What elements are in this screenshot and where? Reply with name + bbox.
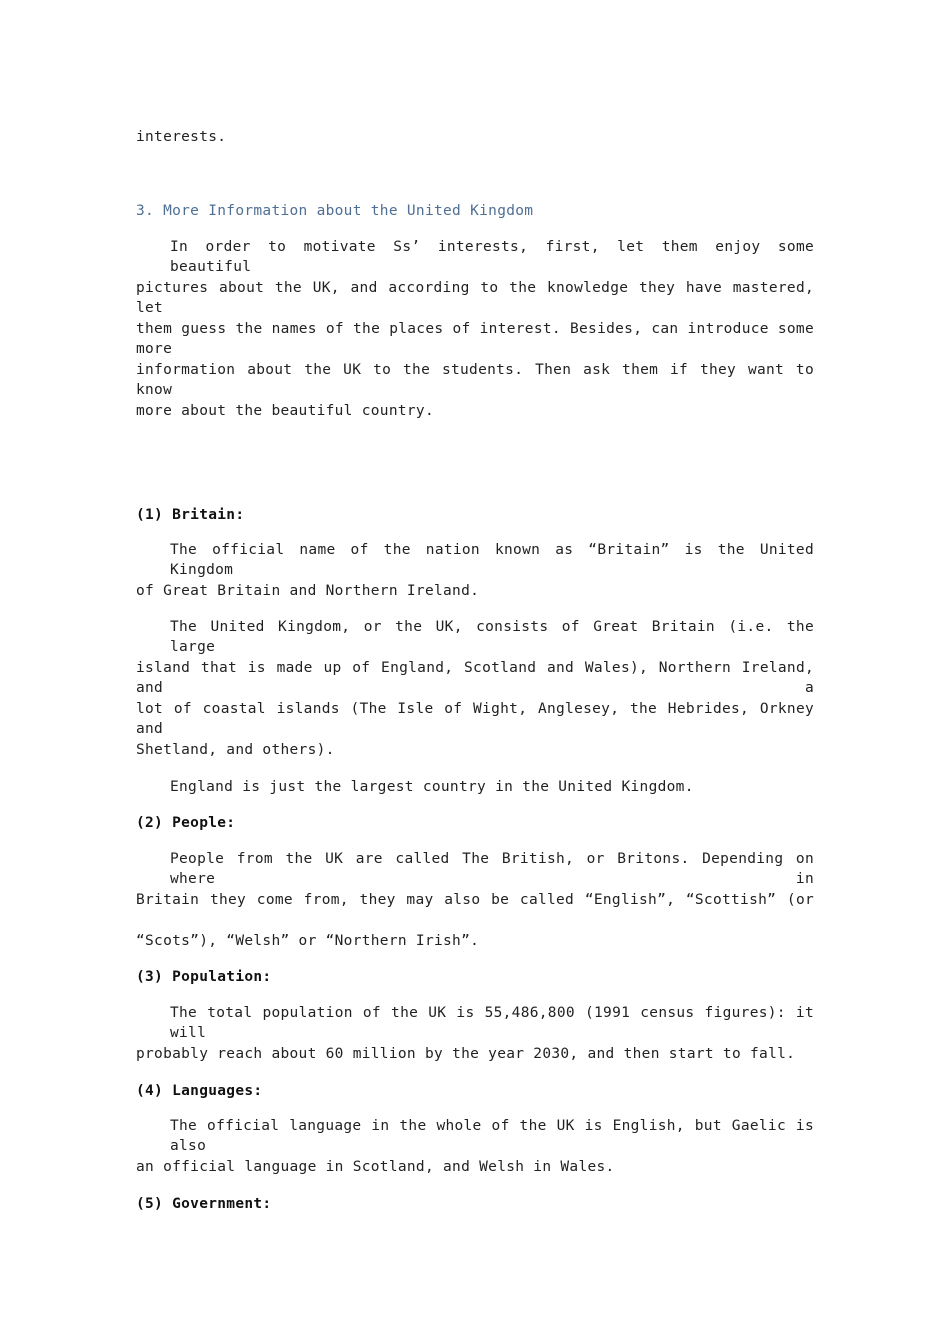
paragraph-line: People from the UK are called The British, or Britons. Depending on where in <box>170 851 814 887</box>
paragraph-line: information about the UK to the students. Then ask them if they want to know <box>136 362 814 398</box>
subheading-britain: (1) Britain: <box>136 507 245 523</box>
paragraph-line: Britain they come from, they may also be called “English”, “Scottish” (or <box>136 892 814 908</box>
paragraph-line: Shetland, and others). <box>136 742 335 758</box>
paragraph-line: pictures about the UK, and according to the knowledge they have mastered, let <box>136 280 814 316</box>
paragraph-line: probably reach about 60 million by the year 2030, and then start to fall. <box>136 1046 796 1062</box>
paragraph-line: them guess the names of the places of interest. Besides, can introduce some more <box>136 321 814 357</box>
paragraph-line: The United Kingdom, or the UK, consists of Great Britain (i.e. the large <box>170 619 814 655</box>
paragraph-line: island that is made up of England, Scotland and Wales), Northern Ireland, and a <box>136 660 814 696</box>
paragraph-line: an official language in Scotland, and Welsh in Wales. <box>136 1159 615 1175</box>
subheading-government: (5) Government: <box>136 1196 272 1212</box>
paragraph-line: The official language in the whole of the UK is English, but Gaelic is also <box>170 1118 814 1154</box>
subheading-people: (2) People: <box>136 815 236 831</box>
paragraph-line: The total population of the UK is 55,486,800 (1991 census figures): it will <box>170 1005 814 1041</box>
paragraph-line: England is just the largest country in the United Kingdom. <box>170 779 694 795</box>
subheading-languages: (4) Languages: <box>136 1083 263 1099</box>
paragraph-line: of Great Britain and Northern Ireland. <box>136 583 480 599</box>
text-line: interests. <box>136 129 227 145</box>
paragraph-line: “Scots”), “Welsh” or “Northern Irish”. <box>136 933 480 949</box>
section-heading: 3. More Information about the United Kingdom <box>136 203 534 219</box>
paragraph-line: In order to motivate Ss’ interests, first, let them enjoy some beautiful <box>170 239 814 275</box>
paragraph-line: The official name of the nation known as “Britain” is the United Kingdom <box>170 542 814 578</box>
paragraph-line: lot of coastal islands (The Isle of Wight, Anglesey, the Hebrides, Orkney and <box>136 701 814 737</box>
subheading-population: (3) Population: <box>136 969 272 985</box>
paragraph-line: more about the beautiful country. <box>136 403 434 419</box>
